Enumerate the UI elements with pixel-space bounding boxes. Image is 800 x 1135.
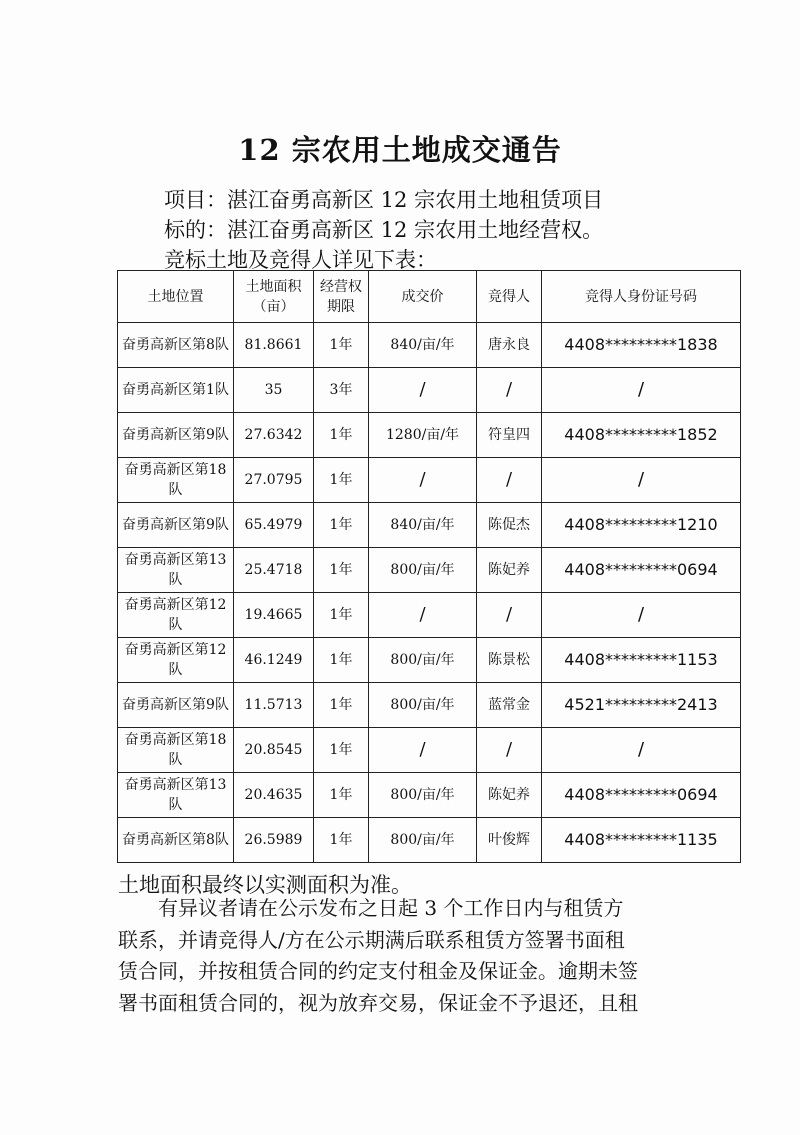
table-row	[118, 683, 741, 728]
cell-price: 1280/亩/年	[369, 413, 477, 458]
cell-area: 65.4979	[234, 503, 314, 548]
cell-area: 46.1249	[234, 638, 314, 683]
cell-term: 1年	[314, 503, 369, 548]
cell-winner: 陈妃养	[477, 548, 542, 593]
cell-winner: 蓝常金	[477, 683, 542, 728]
cell-location: 奋勇高新区第8队	[118, 818, 234, 863]
cell-area: 27.0795	[234, 458, 314, 503]
cell-area: 20.4635	[234, 773, 314, 818]
cell-winner: /	[477, 458, 542, 503]
cell-price: /	[369, 368, 477, 413]
cell-location: 奋勇高新区第9队	[118, 413, 234, 458]
cell-price: 800/亩/年	[369, 638, 477, 683]
paragraph-line: 赁合同，并按租赁合同的约定支付租金及保证金。逾期未签	[118, 959, 638, 983]
header-area: 土地面积（亩）	[234, 271, 314, 323]
cell-price: /	[369, 728, 477, 773]
cell-term: 1年	[314, 683, 369, 728]
cell-term: 1年	[314, 728, 369, 773]
paragraph-line: 联系，并请竞得人/方在公示期满后联系租赁方签署书面租	[118, 927, 625, 952]
table-row	[118, 413, 741, 458]
table-row	[118, 503, 741, 548]
cell-term: 1年	[314, 638, 369, 683]
header-location: 土地位置	[118, 271, 234, 323]
cell-area: 27.6342	[234, 413, 314, 458]
table-caption: 竞标土地及竞得人详见下表：	[164, 248, 437, 272]
land-deal-table	[117, 270, 741, 863]
table-row	[118, 728, 741, 773]
cell-area: 25.4718	[234, 548, 314, 593]
cell-location: 奋勇高新区第13队	[118, 773, 234, 818]
subject-line: 标的：湛江奋勇高新区 12 宗农用土地经营权。	[164, 218, 604, 242]
cell-winner: /	[477, 728, 542, 773]
paragraph-line: 署书面租赁合同的，视为放弃交易，保证金不予退还，且租	[118, 990, 638, 1015]
table-row	[118, 638, 741, 683]
header-id-number: 竞得人身份证号码	[542, 271, 741, 323]
cell-area: 11.5713	[234, 683, 314, 728]
table-row	[118, 773, 741, 818]
cell-area: 20.8545	[234, 728, 314, 773]
page-title: 12 宗农用土地成交通告	[238, 133, 562, 167]
cell-term: 1年	[314, 593, 369, 638]
cell-id-number: 4521*********2413	[542, 683, 741, 728]
cell-id-number: 4408*********1153	[542, 638, 741, 683]
table-body	[118, 323, 741, 863]
project-line: 项目：湛江奋勇高新区 12 宗农用土地租赁项目	[164, 188, 604, 212]
cell-term: 1年	[314, 818, 369, 863]
cell-price: /	[369, 458, 477, 503]
cell-id-number: 4408*********1852	[542, 413, 741, 458]
cell-winner: 叶俊辉	[477, 818, 542, 863]
cell-winner: 符皇四	[477, 413, 542, 458]
cell-winner: /	[477, 368, 542, 413]
cell-location: 奋勇高新区第12队	[118, 638, 234, 683]
cell-area: 81.8661	[234, 323, 314, 368]
cell-id-number: /	[542, 593, 741, 638]
cell-location: 奋勇高新区第9队	[118, 683, 234, 728]
table-header-row	[118, 271, 741, 323]
table-row	[118, 818, 741, 863]
cell-area: 35	[234, 368, 314, 413]
cell-term: 1年	[314, 458, 369, 503]
table-row	[118, 593, 741, 638]
cell-id-number: 4408*********0694	[542, 548, 741, 593]
header-winner: 竞得人	[477, 271, 542, 323]
cell-price: 800/亩/年	[369, 818, 477, 863]
cell-price: 800/亩/年	[369, 548, 477, 593]
cell-location: 奋勇高新区第12队	[118, 593, 234, 638]
cell-id-number: 4408*********0694	[542, 773, 741, 818]
cell-location: 奋勇高新区第9队	[118, 503, 234, 548]
cell-area: 19.4665	[234, 593, 314, 638]
cell-term: 3年	[314, 368, 369, 413]
cell-price: 800/亩/年	[369, 683, 477, 728]
table-row	[118, 458, 741, 503]
table-row	[118, 368, 741, 413]
cell-id-number: 4408*********1135	[542, 818, 741, 863]
area-note: 土地面积最终以实测面积为准。	[118, 873, 412, 897]
cell-winner: /	[477, 593, 542, 638]
cell-price: 800/亩/年	[369, 773, 477, 818]
cell-term: 1年	[314, 548, 369, 593]
cell-winner: 唐永良	[477, 323, 542, 368]
table-row	[118, 323, 741, 368]
cell-id-number: /	[542, 458, 741, 503]
cell-term: 1年	[314, 413, 369, 458]
cell-location: 奋勇高新区第13队	[118, 548, 234, 593]
cell-id-number: 4408*********1210	[542, 503, 741, 548]
cell-location: 奋勇高新区第18队	[118, 458, 234, 503]
table-row	[118, 548, 741, 593]
cell-id-number: 4408*********1838	[542, 323, 741, 368]
cell-term: 1年	[314, 323, 369, 368]
cell-id-number: /	[542, 728, 741, 773]
cell-winner: 陈促杰	[477, 503, 542, 548]
cell-location: 奋勇高新区第1队	[118, 368, 234, 413]
header-price: 成交价	[369, 271, 477, 323]
cell-winner: 陈景松	[477, 638, 542, 683]
header-term: 经营权期限	[314, 271, 369, 323]
cell-location: 奋勇高新区第8队	[118, 323, 234, 368]
cell-area: 26.5989	[234, 818, 314, 863]
objection-paragraph	[118, 893, 698, 1019]
paragraph-line: 有异议者请在公示发布之日起 3 个工作日内与租赁方	[158, 896, 624, 920]
cell-id-number: /	[542, 368, 741, 413]
cell-price: /	[369, 593, 477, 638]
cell-price: 840/亩/年	[369, 503, 477, 548]
cell-location: 奋勇高新区第18队	[118, 728, 234, 773]
cell-term: 1年	[314, 773, 369, 818]
cell-price: 840/亩/年	[369, 323, 477, 368]
cell-winner: 陈妃养	[477, 773, 542, 818]
